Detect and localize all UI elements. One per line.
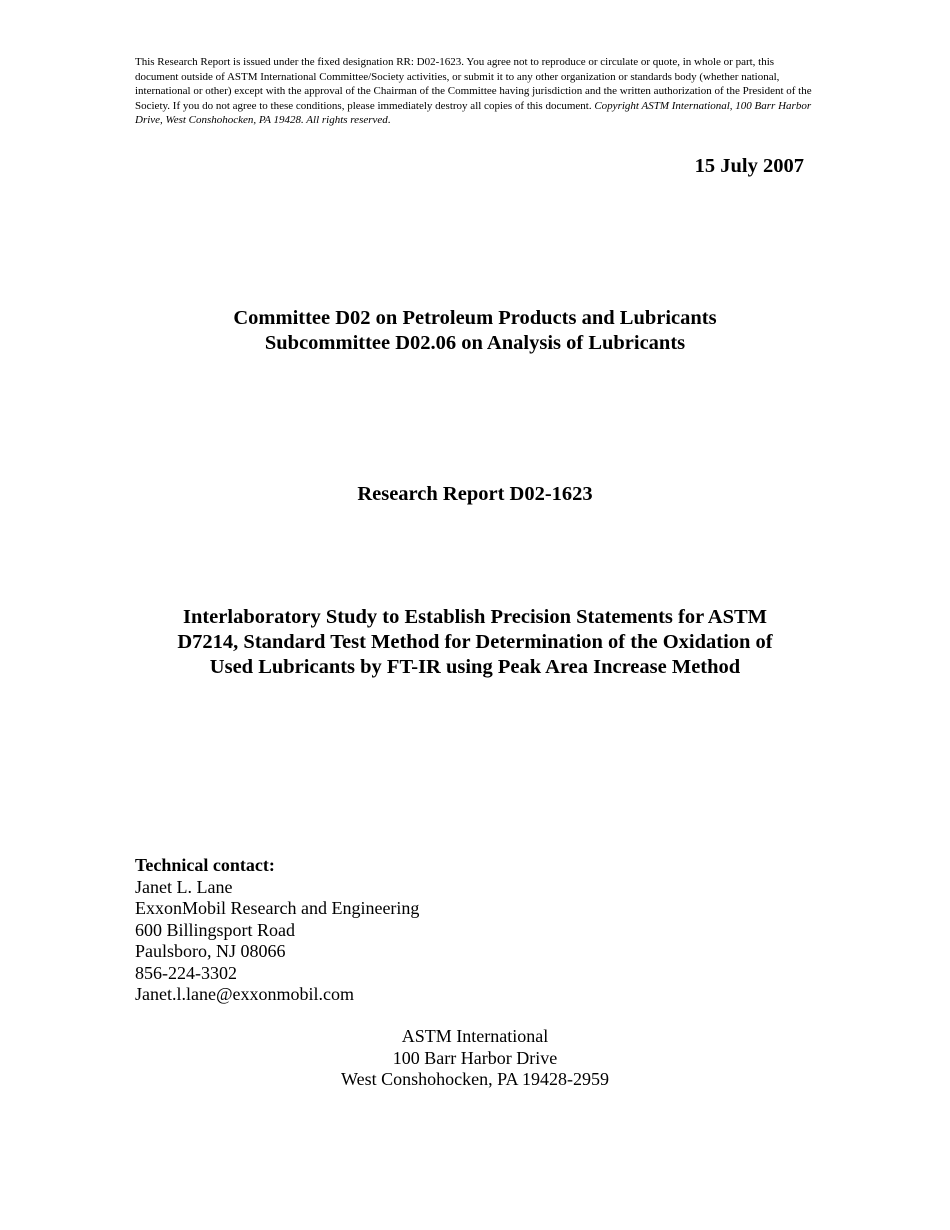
contact-heading: Technical contact: [135, 855, 275, 875]
committee-name: Committee D02 on Petroleum Products and Lubricants [233, 307, 717, 329]
technical-contact [135, 855, 419, 1006]
copyright-notice [135, 55, 815, 128]
notice-end: . [387, 114, 391, 126]
astm-city: West Conshohocken, PA 19428-2959 [341, 1069, 609, 1089]
contact-organization: ExxonMobil Research and Engineering [135, 898, 420, 918]
notice-copyright: Copyright ASTM International, 100 Barr Harbor Drive, West Conshohocken, PA 19428. All rights reserved [135, 99, 812, 126]
astm-name: ASTM International [401, 1026, 549, 1046]
study-title-line: Used Lubricants by FT-IR using Peak Area Increase Method [209, 656, 741, 678]
contact-city: Paulsboro, NJ 08066 [135, 941, 286, 961]
astm-street: 100 Barr Harbor Drive [392, 1047, 558, 1068]
study-title [0, 605, 950, 680]
astm-address [0, 1026, 950, 1091]
study-title-line: D7214, Standard Test Method for Determination of the Oxidation of [177, 631, 773, 653]
subcommittee-name: Subcommittee D02.06 on Analysis of Lubricants [264, 332, 686, 354]
contact-email: Janet.l.lane@exxonmobil.com [135, 984, 355, 1004]
contact-name: Janet L. Lane [135, 876, 233, 897]
report-number: Research Report D02-1623 [357, 483, 593, 505]
contact-phone: 856-224-3302 [135, 962, 237, 983]
committee-block [0, 306, 950, 356]
report-date: 15 July 2007 [694, 155, 804, 177]
notice-text: This Research Report is issued under the fixed designation RR: D02-1623. You agree not to reproduce or circulate or quote, in whole or part, this document outside of ASTM International Committee/Society activities, or submit it to any other organization or standards body (whether national, international or other) except with the approval of the Chairman of the Committee having jurisdiction and the written authorization of the President of the Society. If you do not agree to these conditions, please immediately destroy all copies of this document. [135, 56, 812, 112]
study-title-line: Interlaboratory Study to Establish Precision Statements for ASTM [182, 606, 768, 628]
contact-street: 600 Billingsport Road [135, 919, 296, 940]
